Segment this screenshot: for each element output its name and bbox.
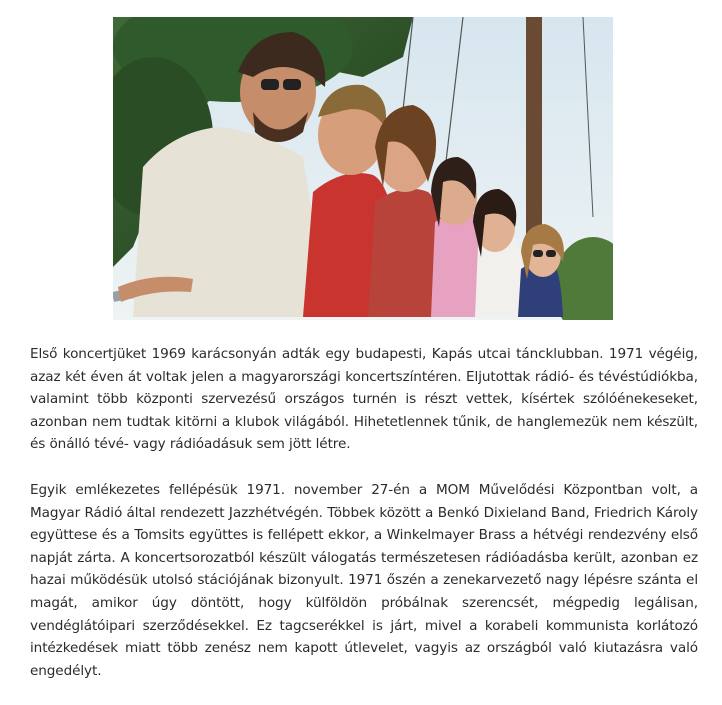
band-photo bbox=[113, 17, 613, 320]
paragraph-1: Első koncertjüket 1969 karácsonyán adták egy budapesti, Kapás utcai táncklubban. 1971 végéig, azaz két éven át voltak jelen a magyarországi koncertszíntéren. Eljutottak rádió- és tévéstúdiókba, valamint több központi szervezésű országos turnén is részt vettek, kísértek szólóénekeseket, azonban nem tudtak kitörni a klubok világából. Hihetetlennek tűnik, de hanglemezük nem készült, és önálló tévé- vagy rádióadásuk sem jött létre. bbox=[30, 346, 698, 453]
paragraph-2: Egyik emlékezetes fellépésük 1971. november 27-én a MOM Művelődési Központban volt, a Magyar Rádió által rendezett Jazzhétvégén. Többek között a Benkó Dixieland Band, Friedrich Károly együttese és a Tomsits együttes is fellépett ekkor, a Winkelmayer Brass a hétvégi rendezvény első napját zárta. A koncertsorozatból készült válogatás természetesen rádióadásba került, azonban ez hazai működésük utolsó stációjának bizonyult. 1971 őszén a zenekarvezető nagy lépésre szánta el magát, amikor úgy döntött, hogy külföldön próbálnak szerencsét, mégpedig legálisan, vendéglátóipari szerződésekkel. Ez tagcserékkel is járt, mivel a korabeli kommunista korlátozó intézkedések miatt több zenész nem kapott útlevelet, vagyis az országból való kiutazásra való engedélyt. bbox=[30, 481, 698, 679]
article-text bbox=[30, 343, 698, 705]
